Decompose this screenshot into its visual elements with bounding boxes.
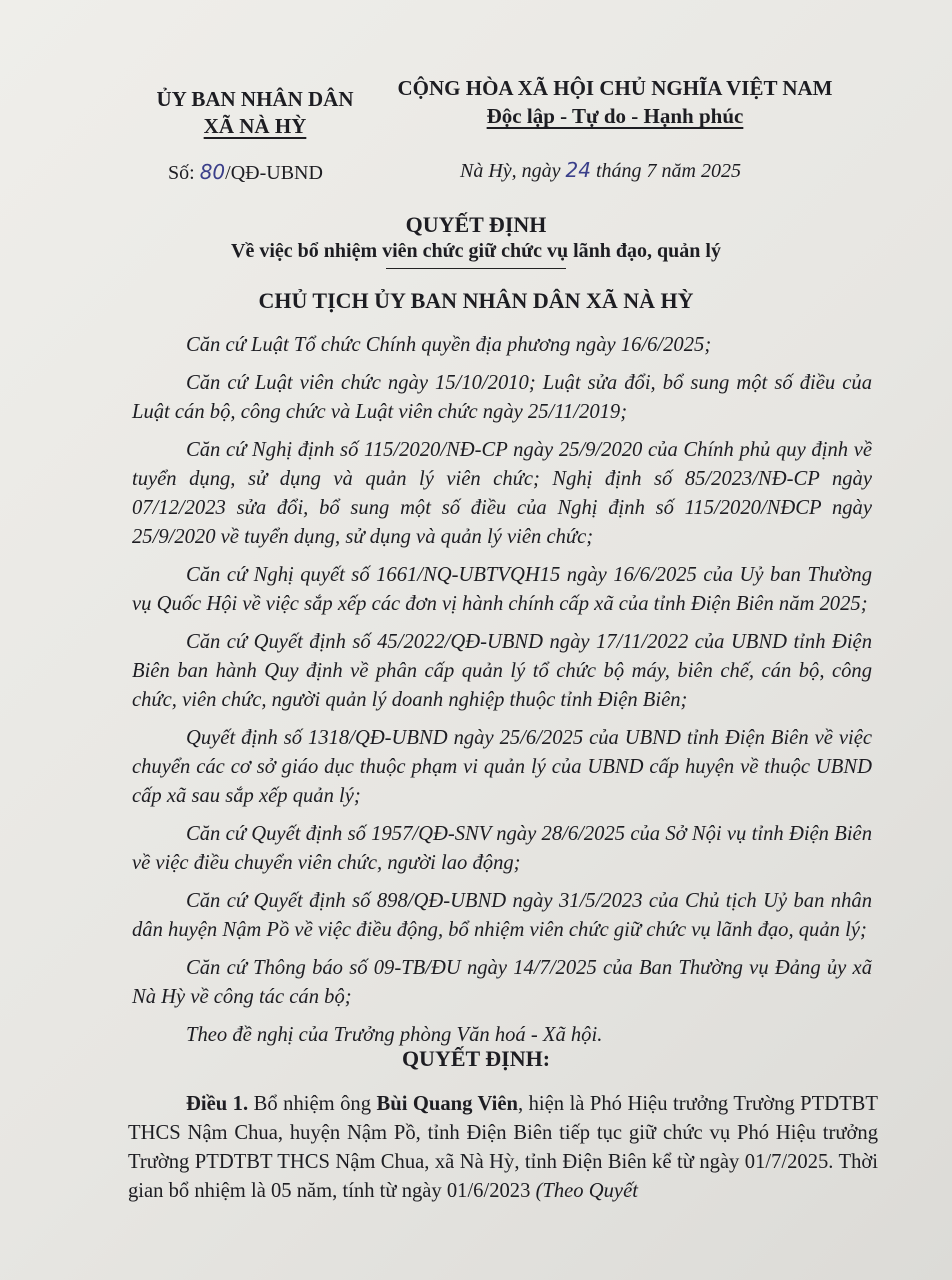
preamble-item: Quyết định số 1318/QĐ-UBND ngày 25/6/2025 của UBND tỉnh Điện Biên về việc chuyển các cơ sở giáo dục thuộc phạm vi quản lý của UBND cấp huyện về thuộc UBND cấp xã sau sắp xếp quản lý;	[132, 727, 872, 807]
preamble-item: Căn cứ Quyết định số 898/QĐ-UBND ngày 31/5/2023 của Chủ tịch Uỷ ban nhân dân huyện Nậm Pồ về việc điều động, bổ nhiệm viên chức giữ chức vụ lãnh đạo, quản lý;	[132, 890, 872, 941]
handwritten-day: 24	[565, 158, 591, 182]
motto: Độc lập - Tự do - Hạnh phúc	[486, 104, 744, 128]
article-1: Điều 1. Bổ nhiệm ông Bùi Quang Viên, hiện là Phó Hiệu trưởng Trường PTDTBT THCS Nậm Chua, huyện Nậm Pồ, tỉnh Điện Biên tiếp tục giữ chức vụ Phó Hiệu trưởng Trường PTDTBT THCS Nậm Chua, xã Nà Hỳ, tỉnh Điện Biên kể từ ngày 01/7/2025. Thời gian bổ nhiệm là 05 năm, tính từ ngày 01/6/2023 (Theo Quyết	[128, 1093, 878, 1202]
document-date: Nà Hỳ, ngày 24 tháng 7 năm 2025	[460, 158, 741, 182]
issuing-authority	[140, 86, 370, 140]
national-motto	[380, 74, 850, 130]
preamble	[132, 331, 872, 1059]
nation-name: CỘNG HÒA XÃ HỘI CHỦ NGHĨA VIỆT NAM	[397, 76, 833, 100]
authority-heading: CHỦ TỊCH ỦY BAN NHÂN DÂN XÃ NÀ HỲ	[258, 288, 694, 313]
preamble-item: Căn cứ Thông báo số 09-TB/ĐU ngày 14/7/2025 của Ban Thường vụ Đảng ủy xã Nà Hỳ về công tác cán bộ;	[132, 957, 872, 1008]
appointee-name: Bùi Quang Viên	[376, 1093, 518, 1115]
preamble-item: Căn cứ Nghị quyết số 1661/NQ-UBTVQH15 ngày 16/6/2025 của Uỷ ban Thường vụ Quốc Hội về việc sắp xếp các đơn vị hành chính cấp xã của tỉnh Điện Biên năm 2025;	[132, 564, 872, 615]
decision-heading: QUYẾT ĐỊNH:	[401, 1046, 551, 1071]
preamble-item: Theo đề nghị của Trưởng phòng Văn hoá - Xã hội.	[186, 1024, 603, 1046]
authority-line-2: XÃ NÀ HỲ	[203, 114, 307, 138]
article-label: Điều 1.	[186, 1093, 249, 1115]
preamble-item: Căn cứ Quyết định số 45/2022/QĐ-UBND ngày 17/11/2022 của UBND tỉnh Điện Biên ban hành Quy định về phân cấp quản lý tổ chức bộ máy, biên chế, cán bộ, công chức, viên chức, người quản lý doanh nghiệp thuộc tỉnh Điện Biên;	[132, 631, 872, 711]
document-subject: Về việc bổ nhiệm viên chức giữ chức vụ lãnh đạo, quản lý	[231, 240, 721, 262]
preamble-item: Căn cứ Luật viên chức ngày 15/10/2010; Luật sửa đổi, bổ sung một số điều của Luật cán bộ, công chức và Luật viên chức ngày 25/11/2019;	[132, 372, 872, 423]
handwritten-number: 80	[199, 160, 226, 184]
document-number: Số: 80/QĐ-UBND	[168, 160, 323, 184]
document-type-title: QUYẾT ĐỊNH	[405, 212, 547, 237]
preamble-item: Căn cứ Luật Tổ chức Chính quyền địa phương ngày 16/6/2025;	[186, 334, 712, 356]
preamble-item: Căn cứ Nghị định số 115/2020/NĐ-CP ngày 25/9/2020 của Chính phủ quy định về tuyển dụng, sử dụng và quản lý viên chức; Nghị định số 85/2023/NĐ-CP ngày 07/12/2023 sửa đổi, bổ sung một số điều của Nghị định số 115/2020/NĐCP ngày 25/9/2020 về tuyển dụng, sử dụng và quản lý viên chức;	[132, 439, 872, 548]
title-divider	[386, 268, 566, 269]
authority-line-1: ỦY BAN NHÂN DÂN	[156, 87, 354, 111]
preamble-item: Căn cứ Quyết định số 1957/QĐ-SNV ngày 28/6/2025 của Sở Nội vụ tỉnh Điện Biên về việc điều chuyển viên chức, người lao động;	[132, 823, 872, 874]
